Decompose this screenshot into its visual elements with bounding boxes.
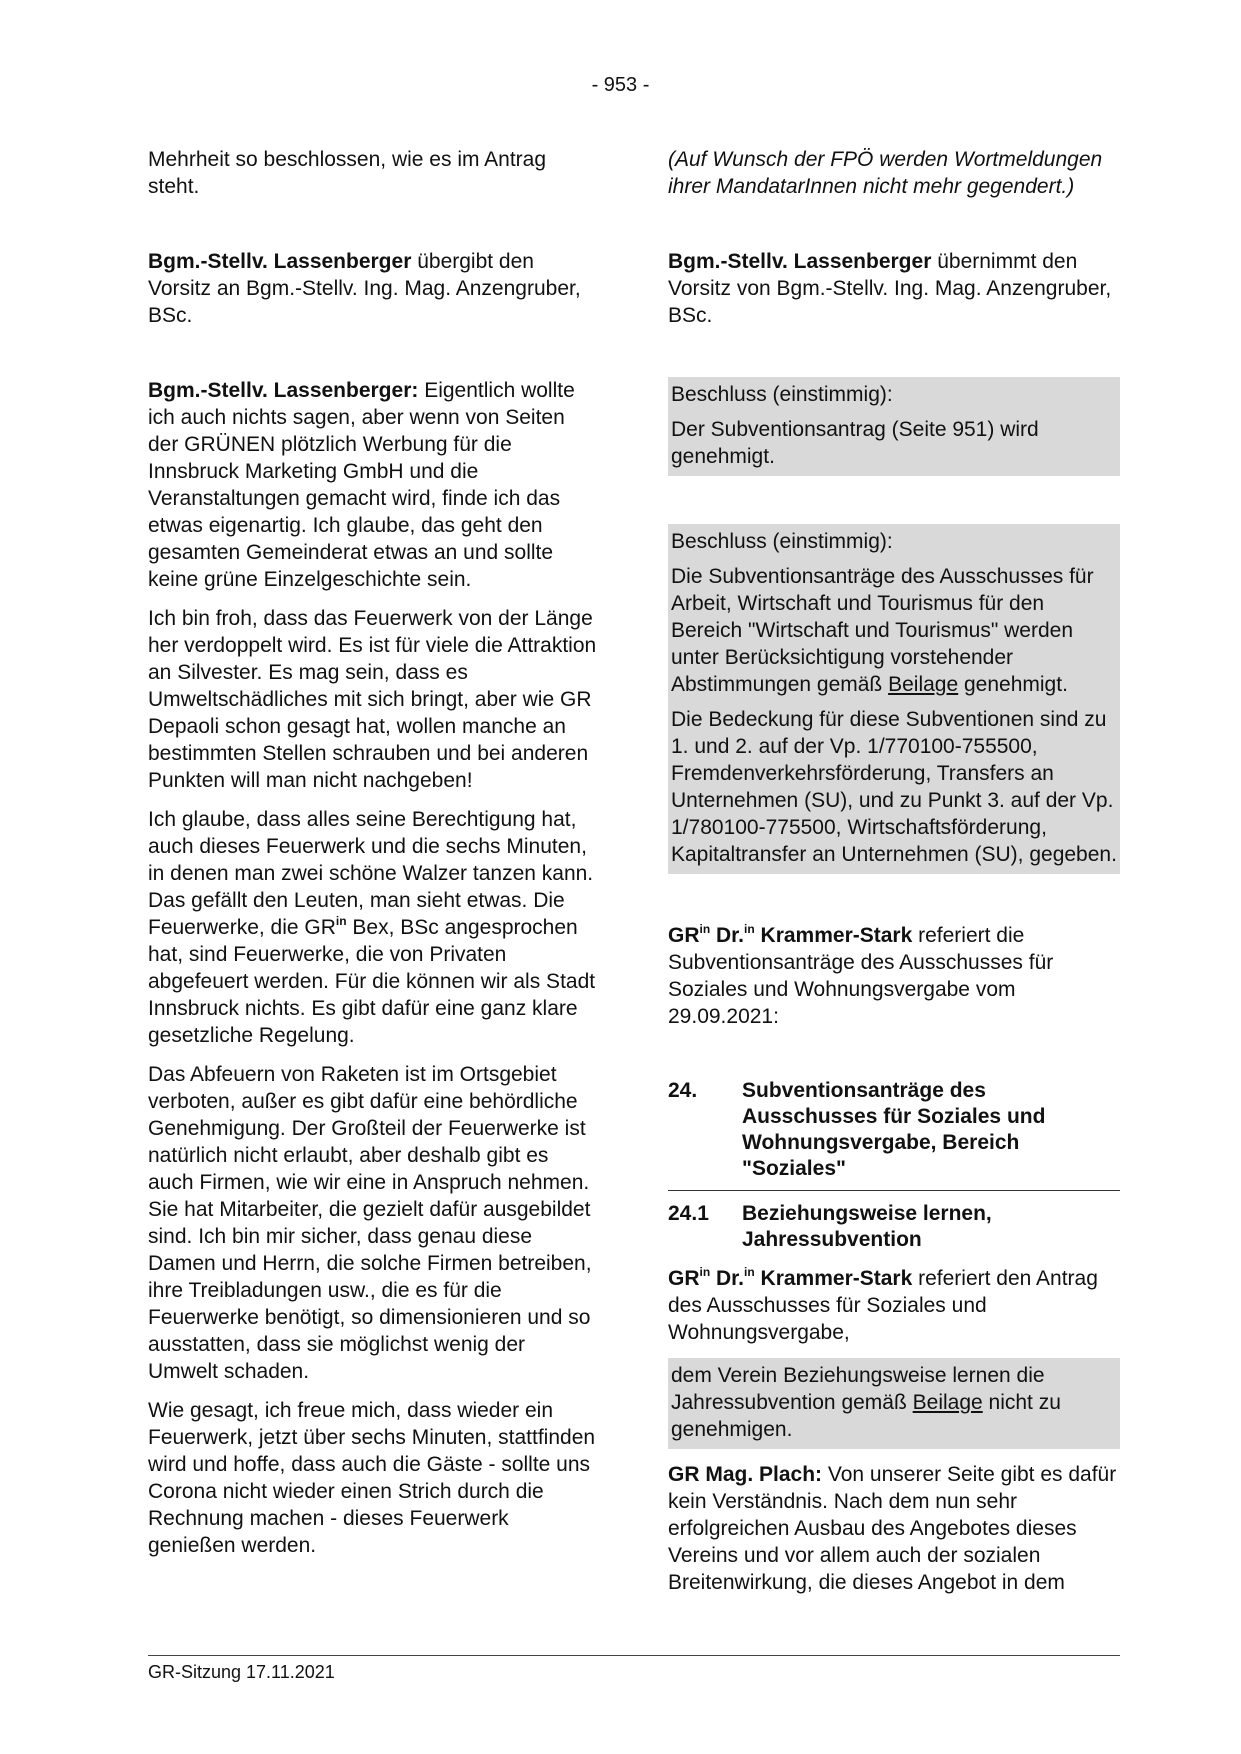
paragraph: $GR^{in}$ Dr.$^{in}$ Krammer-Stark referiert den Antrag des Ausschusses für Soziales und Wohnungsvergabe, [668,1265,1098,1344]
section-heading [668,1078,1120,1191]
paragraph: GR Mag. Plach: Von unserer Seite gibt es dafür kein Verständnis. Nach dem nun sehr erfolgreichen Ausbau des Angebotes dieses Vereins und vor allem auch der sozialen Breitenwirkung, die dieses Angebot in dem [668,1463,1117,1594]
paragraph: $GR^{in}$ Dr.$^{in}$ Krammer-Stark referiert die Subventionsanträge des Ausschusses für Soziales und Wohnungsvergabe vom 29.09.2021: [668,922,1054,1028]
subsection-heading [668,1201,1120,1253]
paragraph: Bgm.-Stellv. Lassenberger: Eigentlich wollte ich auch nichts sagen, aber wenn von Seiten der GRÜNEN plötzlich Werbung für die Innsbruck Marketing GmbH und die Veranstaltungen gemacht wird, finde ich das etwas eigenartig. Ich glaube, das geht den gesamten Gemeinderat etwas an und sollte keine grüne Einzelgeschichte sein. [148,379,575,591]
section-title: Beziehungsweise lernen, Jahressubvention [742,1202,992,1251]
motion-text: dem Verein Beziehungsweise lernen die Jahressubvention gemäß Beilage nicht zu genehmigen. [671,1364,1061,1441]
paragraph: Ich bin froh, dass das Feuerwerk von der Länge her verdoppelt wird. Es ist für viele die Attraktion an Silvester. Es mag sein, dass es Umweltschädliches mit sich bringt, aber wie GR Depaoli schon gesagt hat, wollen manche an bestimmten Stellen schrauben und bei anderen Punkten will man nicht nachgeben! [148,607,597,792]
beilage-link[interactable]: Beilage [912,1391,983,1414]
paragraph: Bgm.-Stellv. Lassenberger übernimmt den Vorsitz von Bgm.-Stellv. Ing. Mag. Anzengruber, BSc. [668,250,1112,327]
left-column [148,146,598,1571]
right-column [668,146,1120,1608]
resolution-text: Die Bedeckung für diese Subventionen sind zu 1. und 2. auf der Vp. 1/770100-755500, Fremdenverkehrsförderung, Transfers an Unternehmen (SU), und zu Punkt 3. auf der Vp. 1/780100-775500, Wirtschaftsförderung, Kapitaltransfer an Unternehmen (SU), gegeben. [671,708,1117,866]
resolution-text: Die Subventionsanträge des Ausschusses für Arbeit, Wirtschaft und Tourismus für den Bereich "Wirtschaft und Tourismus" werden unter Berücksichtigung vorstehender Abstimmungen gemäß Beilage genehmigt. [671,565,1094,696]
paragraph: Wie gesagt, ich freue mich, dass wieder ein Feuerwerk, jetzt über sechs Minuten, stattfinden wird und hoffe, dass auch die Gäste - sollte uns Corona nicht wieder einen Strich durch die Rechnung machen - dieses Feuerwerk genießen werden. [148,1399,596,1557]
speaker-name: Bgm.-Stellv. Lassenberger [148,250,412,273]
paragraph: Das Abfeuern von Raketen ist im Ortsgebiet verboten, außer es gibt dafür eine behördliche Genehmigung. Der Großteil der Feuerwerke ist natürlich nicht erlaubt, aber deshalb gibt es auch Firmen, wie wir eine in Anspruch nehmen. Sie hat Mitarbeiter, die gezielt dafür ausgebildet sind. Ich bin mir sicher, dass genau diese Damen und Herrn, die solche Firmen betreiben, ihre Treibladungen usw., die es für die Feuerwerke benötigt, so dimensionieren und so ausstatten, dass sie möglichst wenig der Umwelt schaden. [148,1063,592,1383]
footer-text: GR-Sitzung 17.11.2021 [148,1662,335,1682]
gender-note: (Auf Wunsch der FPÖ werden Wortmeldungen ihrer MandatarInnen nicht mehr gegendert.) [668,148,1103,198]
resolution-title: Beschluss (einstimmig): [671,530,893,553]
section-title: Subventionsanträge des Ausschusses für Soziales und Wohnungsvergabe, Bereich "Soziales" [742,1079,1046,1180]
footer-divider [148,1655,1120,1656]
speaker-name: Bgm.-Stellv. Lassenberger [668,250,932,273]
section-number: 24. [668,1079,698,1102]
speaker-name: Bgm.-Stellv. Lassenberger: [148,379,419,402]
page-number: - 953 - [591,74,650,96]
paragraph: Bgm.-Stellv. Lassenberger übergibt den Vorsitz an Bgm.-Stellv. Ing. Mag. Anzengruber, BSc. [148,250,581,327]
speaker-name: $GR^{in}$ Dr.$^{in}$ Krammer-Stark [668,922,913,947]
resolution-box [668,377,1120,476]
speaker-name: GR Mag. Plach: [668,1463,823,1486]
resolution-text: Der Subventionsantrag (Seite 951) wird genehmigt. [671,418,1039,468]
motion-box [668,1358,1120,1449]
section-number: 24.1 [668,1202,709,1225]
resolution-box [668,524,1120,874]
beilage-link[interactable]: Beilage [888,673,959,696]
paragraph: Mehrheit so beschlossen, wie es im Antrag steht. [148,148,547,198]
paragraph: Ich glaube, dass alles seine Berechtigung hat, auch dieses Feuerwerk und die sechs Minuten, in denen man zwei schöne Walzer tanzen kann. Das gefällt den Leuten, man sieht etwas. Die Feuerwerke, die $GR^{in}$ Bex, BSc angesprochen hat, sind Feuerwerke, die von Privaten abgefeuert werden. Für die können wir als Stadt Innsbruck nichts. Es gibt dafür eine ganz klare gesetzliche Regelung. [148,808,596,1047]
resolution-title: Beschluss (einstimmig): [671,383,893,406]
speaker-name: $GR^{in}$ Dr.$^{in}$ Krammer-Stark [668,1265,913,1290]
